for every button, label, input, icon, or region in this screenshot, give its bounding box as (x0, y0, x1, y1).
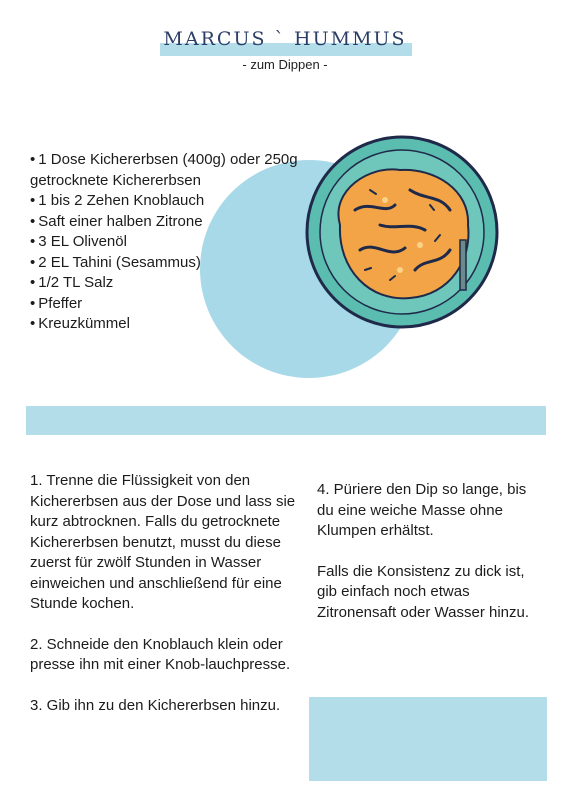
instructions-left-column (30, 471, 298, 736)
page-title: MARCUS ` HUMMUS (163, 28, 407, 50)
ingredient-list (30, 150, 300, 335)
list-item: • Pfeffer (30, 294, 300, 315)
step-3: 3. Gib ihn zu den Kichererbsen hinzu. (30, 696, 281, 714)
step-4: 4. Püriere den Dip so lange, bis du eine weiche Masse ohne Klumpen erhältst. (317, 481, 527, 539)
decorative-block (309, 697, 547, 781)
list-item: • Saft einer halben Zitrone (30, 212, 300, 233)
step-1: 1. Trenne die Flüssigkeit von den Kichererbsen aus der Dose und lass sie kurz abtrocknen. Falls du getrocknete Kichererbsen benutzt, musst du diese zuerst für zwölf Stunden in Wasser einweichen und anschließend für eine Stunde kochen. (30, 472, 296, 612)
tip-text: Falls die Konsistenz zu dick ist, gib einfach noch etwas Zitronensaft oder Wasser hinzu. (317, 562, 530, 621)
list-item: • 1/2 TL Salz (30, 273, 300, 294)
title-wrap (0, 28, 570, 50)
step-2: 2. Schneide den Knoblauch klein oder presse ihn mit einer Knob-lauchpresse. (30, 635, 291, 673)
list-item: • Kreuzkümmel (30, 314, 300, 335)
list-item: • 2 EL Tahini (Sesammus) (30, 253, 300, 274)
hummus-plate-illustration (300, 130, 505, 335)
divider-band (26, 406, 546, 435)
instructions-right-column (317, 480, 537, 643)
list-item: • 1 bis 2 Zehen Knoblauch (30, 191, 300, 212)
page-subtitle: - zum Dippen - (242, 57, 328, 72)
list-item: • 3 EL Olivenöl (30, 232, 300, 253)
list-item: • 1 Dose Kichererbsen (400g) oder 250g getrocknete Kichererbsen (30, 150, 300, 191)
